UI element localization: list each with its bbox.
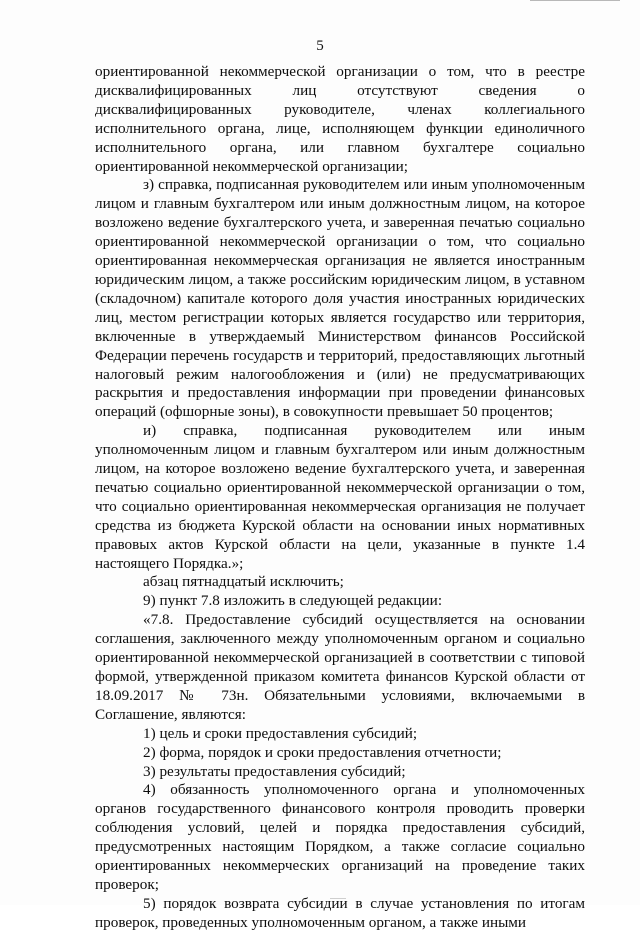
list-item-2: 2) форма, порядок и сроки предоставления отчетности; (143, 743, 502, 761)
paragraph-item-z: з) справка, подписанная руководителем или иным уполномоченным лицом и главным бухгалтером или иным должностным лицом, на которое возложено ведение бухгалтерского учета, и заверенная печатью социально ориентированной некоммерческой организации о том, что социально ориентированная некоммерческая организация не является иностранным юридическим лицом, а также российским юридическим лицом, в уставном (складочном) капитале которого доля участия иностранных юридических лиц, местом регистрации которых является государство или территория, включенные в утверждаемый Министерством финансов Российской Федерации перечень государств и территорий, предоставляющих льготный налоговый режим налогообложения и (или) не предусматривающих раскрытия и предоставления информации при проведении финансовых операций (офшорные зоны), в совокупности превышает 50 процентов; (95, 176, 585, 421)
scan-edge-mark (530, 0, 620, 4)
list-item-3: 3) результаты предоставления субсидий; (143, 762, 406, 780)
list-item-5: 5) порядок возврата субсидии в случае установления по итогам проверок, проведенных уполномоченным органом, а также иными (95, 894, 585, 931)
document-body (95, 63, 585, 933)
paragraph-point-9: 9) пункт 7.8 изложить в следующей редакции: (143, 592, 443, 610)
page-number: 5 (316, 38, 324, 54)
paragraph-abzac-exclude: абзац пятнадцатый исключить; (143, 573, 344, 591)
scan-bottom-mark (330, 898, 346, 901)
paragraph-continuation: ориентированной некоммерческой организации о том, что в реестре дисквалифицированных лиц отсутствуют сведения о дисквалифицированных руководителе, членах коллегиального исполнительного органа, лице, исполняющем функции единоличного исполнительного органа, или главном бухгалтере социально ориентированной некоммерческой организации; (95, 63, 585, 175)
list-item-1: 1) цель и сроки предоставления субсидий; (143, 724, 418, 742)
paragraph-7-8: «7.8. Предоставление субсидий осуществляется на основании соглашения, заключенного между уполномоченным органом и социально ориентированной некоммерческой организацией в соответствии с типовой формой, утвержденной приказом комитета финансов Курской области от 18.09.2017 № 73н. Обязательными условиями, включаемыми в Соглашение, являются: (95, 611, 585, 723)
list-item-4: 4) обязанность уполномоченного органа и уполномоченных органов государственного финансового контроля проводить проверки соблюдения условий, целей и порядка предоставления субсидий, предусмотренных настоящим Порядком, а также согласие социально ориентированных некоммерческих организаций на проведение таких проверок; (95, 781, 585, 893)
paragraph-item-i: и) справка, подписанная руководителем или иным уполномоченным лицом и главным бухгалтером или иным должностным лицом, на которое возложено ведение бухгалтерского учета, и заверенная печатью социально ориентированной некоммерческой организации о том, что социально ориентированная некоммерческая организация не получает средства из бюджета Курской области на основании иных нормативных правовых актов Курской области на цели, указанные в пункте 1.4 настоящего Порядка.»; (95, 422, 585, 572)
